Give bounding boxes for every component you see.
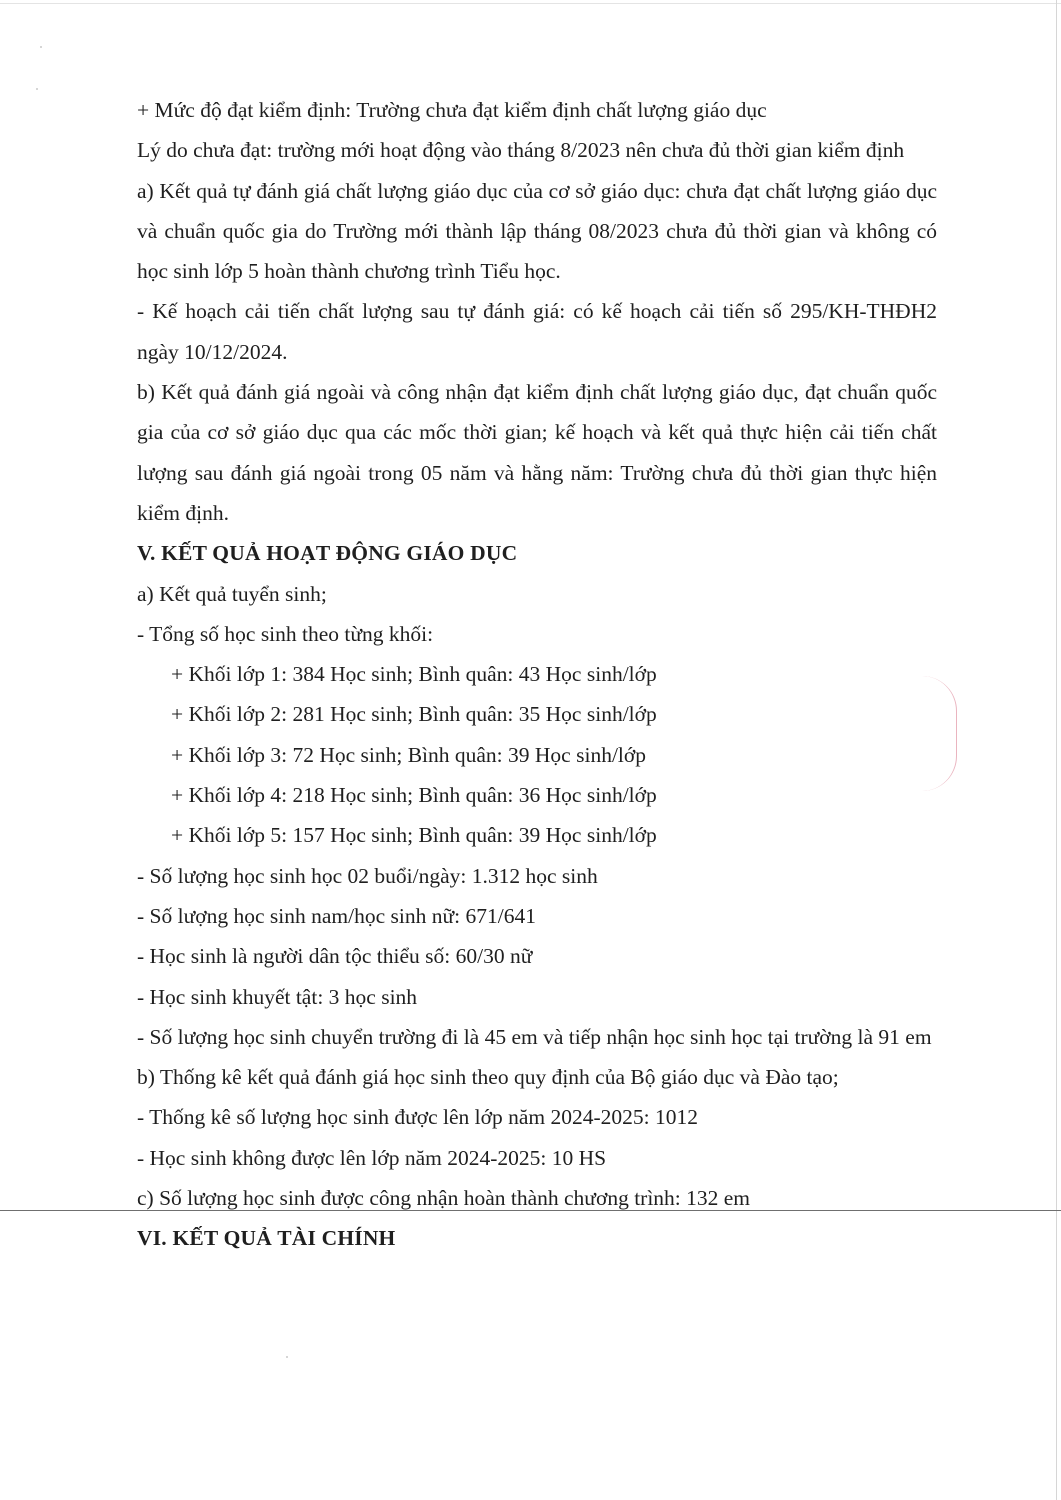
scan-speck (36, 88, 38, 90)
document-body (137, 90, 937, 1259)
grade-2-line: + Khối lớp 2: 281 Học sinh; Bình quân: 35 Học sinh/lớp (171, 702, 657, 727)
total-students-line: - Tổng số học sinh theo từng khối: (137, 621, 434, 646)
external-assessment-paragraph: b) Kết quả đánh giá ngoài và công nhận đạt kiểm định chất lượng giáo dục, đạt chuẩn quốc gia của cơ sở giáo dục qua các mốc thời gian; kế hoạch và kết quả thực hiện cải tiến chất lượng sau đánh giá ngoài trong 05 năm và hằng năm: Trường chưa đủ thời gian thực hiện kiểm định. (137, 380, 937, 525)
scan-right-edge (1056, 0, 1057, 1500)
two-session-students-line: - Số lượng học sinh học 02 buổi/ngày: 1.312 học sinh (137, 863, 598, 888)
scan-speck (286, 1356, 288, 1358)
section-heading-v: V. KẾT QUẢ HOẠT ĐỘNG GIÁO DỤC (137, 541, 518, 566)
accreditation-level-line: + Mức độ đạt kiểm định: Trường chưa đạt kiểm định chất lượng giáo dục (137, 98, 767, 122)
grade-1-line: + Khối lớp 1: 384 Học sinh; Bình quân: 43 Học sinh/lớp (171, 662, 657, 687)
not-promoted-students-line: - Học sinh không được lên lớp năm 2024-2025: 10 HS (137, 1145, 607, 1170)
scan-speck (40, 46, 42, 48)
reason-paragraph: Lý do chưa đạt: trường mới hoạt động vào tháng 8/2023 nên chưa đủ thời gian kiểm định (137, 138, 905, 163)
gender-ratio-line: - Số lượng học sinh nam/học sinh nữ: 671/641 (137, 903, 536, 928)
section-heading-vi: VI. KẾT QUẢ TÀI CHÍNH (137, 1226, 396, 1251)
admission-results-line: a) Kết quả tuyển sinh; (137, 581, 327, 606)
improvement-plan-paragraph: - Kế hoạch cải tiến chất lượng sau tự đánh giá: có kế hoạch cải tiến số 295/KH-THĐH2 ngày 10/12/2024. (137, 299, 937, 364)
grade-3-line: + Khối lớp 3: 72 Học sinh; Bình quân: 39 Học sinh/lớp (171, 742, 647, 767)
grade-4-line: + Khối lớp 4: 218 Học sinh; Bình quân: 36 Học sinh/lớp (171, 783, 657, 808)
transfer-students-paragraph: - Số lượng học sinh chuyển trường đi là 45 em và tiếp nhận học sinh học tại trường là 91 em (137, 1024, 932, 1049)
self-assessment-paragraph: a) Kết quả tự đánh giá chất lượng giáo dục của cơ sở giáo dục: chưa đạt chất lượng giáo dục và chuẩn quốc gia do Trường mới thành lập tháng 08/2023 chưa đủ thời gian và không có học sinh lớp 5 hoàn thành chương trình Tiểu học. (137, 178, 937, 284)
grade-5-line: + Khối lớp 5: 157 Học sinh; Bình quân: 39 Học sinh/lớp (171, 823, 657, 848)
disabled-students-line: - Học sinh khuyết tật: 3 học sinh (137, 984, 418, 1009)
promoted-students-line: - Thống kê số lượng học sinh được lên lớp năm 2024-2025: 1012 (137, 1105, 699, 1130)
ethnic-minority-line: - Học sinh là người dân tộc thiểu số: 60/30 nữ (137, 944, 533, 969)
scan-top-edge (0, 3, 1061, 4)
completed-program-line: c) Số lượng học sinh được công nhận hoàn thành chương trình: 132 em (137, 1186, 751, 1211)
evaluation-statistics-line: b) Thống kê kết quả đánh giá học sinh theo quy định của Bộ giáo dục và Đào tạo; (137, 1065, 839, 1090)
